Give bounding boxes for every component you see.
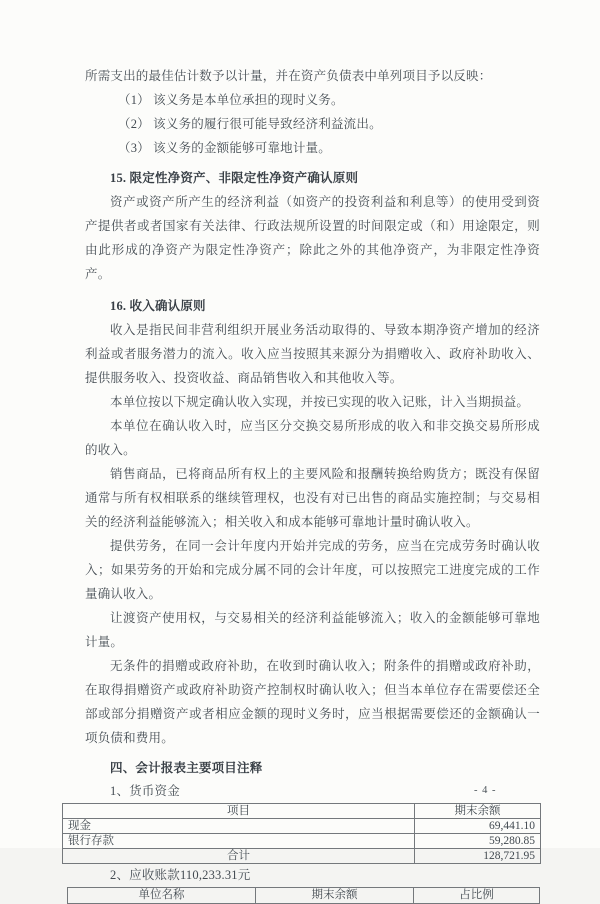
section-16-paragraph-exchange-distinction: 本单位在确认收入时，应当区分交换交易所形成的收入和非交换交易所形成的收入。 [85, 419, 540, 457]
table-header-row [63, 804, 541, 819]
column-header-item: 项目 [63, 804, 415, 819]
column-header-ending-balance: 期末余额 [415, 804, 541, 819]
paragraph-continuation: 所需支出的最佳估计数予以计量，并在资产负债表中单列项目予以反映： [85, 69, 492, 83]
section-16-paragraph-services: 提供劳务，在同一会计年度内开始并完成的劳务，应当在完成劳务时确认收入；如果劳务的开始和完成分属不同的会计年度，可以按照完工进度完成的工作量确认收入。 [85, 539, 540, 601]
column-header-unit-name: 单位名称 [68, 888, 256, 904]
row-value-cash: 69,441.10 [415, 819, 541, 834]
column-header-ending-balance: 期末余额 [256, 888, 414, 904]
total-label: 合计 [63, 849, 415, 864]
section-16-paragraph-income-definition: 收入是指民间非营利组织开展业务活动取得的、导致本期净资产增加的经济利益或者服务潜力的流入。收入应当按照其来源分为捐赠收入、政府补助收入、提供服务收入、投资收益、商品销售收入和其他收入等。 [85, 323, 540, 385]
section-16-paragraph-asset-use-rights: 让渡资产使用权，与交易相关的经济利益能够流入；收入的金额能够可靠地计量。 [85, 611, 540, 649]
row-label-cash: 现金 [63, 819, 415, 834]
section-15-paragraph: 资产或资产所产生的经济利益（如资产的投资利益和利息等）的使用受到资产提供者或者国家有关法律、行政法规所设置的时间限定或（和）用途限定，则由此形成的净资产为限定性净资产；除此之外的其他净资产，为非限定性净资产。 [85, 195, 540, 281]
list-item-3: （3） 该义务的金额能够可靠地计量。 [118, 141, 331, 155]
list-item-1: （1） 该义务是本单位承担的现时义务。 [118, 93, 344, 107]
list-item-2: （2） 该义务的履行很可能导致经济利益流出。 [118, 117, 382, 131]
section-16-paragraph-donations: 无条件的捐赠或政府补助，在收到时确认收入；附条件的捐赠或政府补助，在取得捐赠资产或政府补助资产控制权时确认收入；但当本单位存在需要偿还全部或部分捐赠资产或者相应金额的现时义务时，应当根据需要偿还的金额确认一项负债和费用。 [85, 659, 540, 745]
subsection-1-label: 1、货币资金 [110, 784, 180, 798]
table-row [63, 819, 541, 834]
table-header-row [68, 888, 540, 904]
subsection-2-label: 2、应收账款110,233.31元 [110, 868, 251, 882]
table-total-row [63, 849, 541, 864]
accounts-receivable-table [67, 887, 540, 904]
section-16-heading: 16. 收入确认原则 [110, 299, 206, 313]
table-row [63, 834, 541, 849]
section-16-paragraph-goods-sales: 销售商品，已将商品所有权上的主要风险和报酬转换给购货方；既没有保留通常与所有权相联系的继续管理权，也没有对已出售的商品实施控制；与交易相关的经济利益能够流入；相关收入和成本能够可靠地计量时确认收入。 [85, 467, 540, 529]
row-label-bank-deposit: 银行存款 [63, 834, 415, 849]
section-16-paragraph-recognition-rule: 本单位按以下规定确认收入实现，并按已实现的收入记账，计入当期损益。 [110, 395, 530, 409]
cash-funds-table [62, 803, 541, 864]
column-header-proportion: 占比例 [414, 888, 540, 904]
section-4-heading: 四、会计报表主要项目注释 [110, 761, 263, 775]
total-value: 128,721.95 [415, 849, 541, 864]
page-number: - 4 - [474, 785, 497, 796]
row-value-bank-deposit: 59,280.85 [415, 834, 541, 849]
section-15-heading: 15. 限定性净资产、非限定性净资产确认原则 [110, 171, 359, 185]
